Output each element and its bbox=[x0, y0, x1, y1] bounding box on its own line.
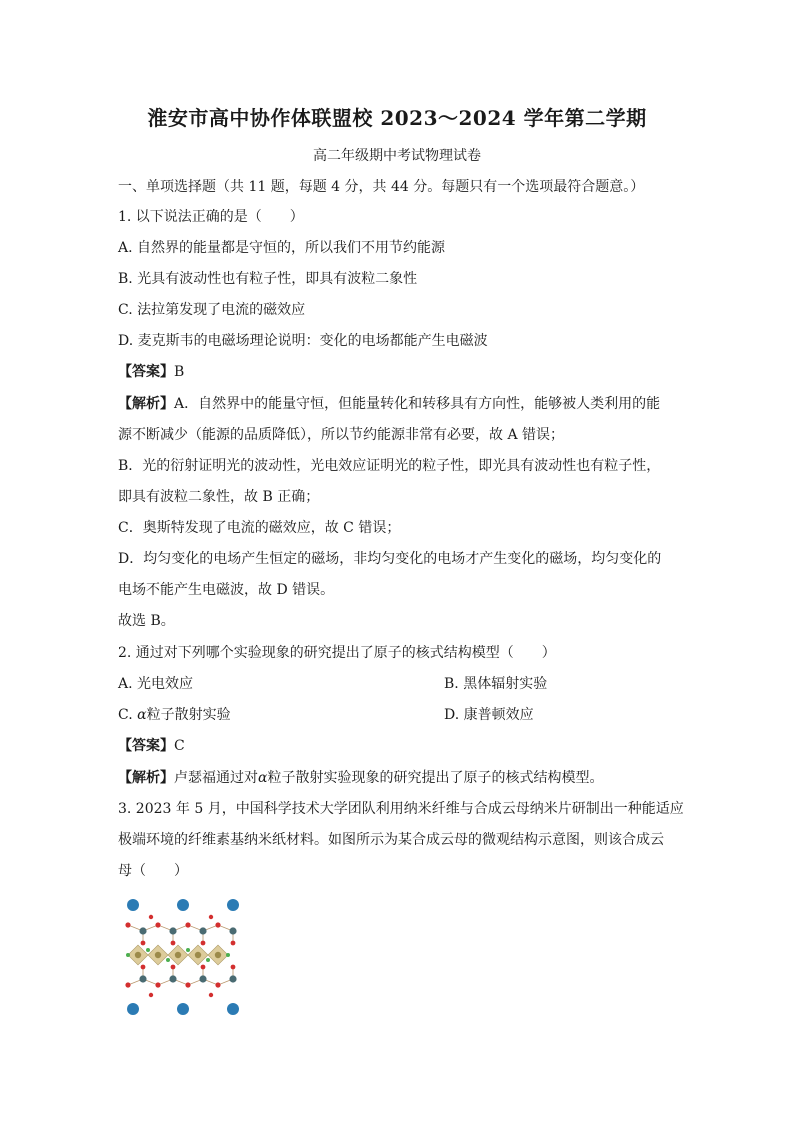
q3-stem-line-2: 极端环境的纤维素基纳米纸材料。如图所示为某合成云母的微观结构示意图，则该合成云 bbox=[118, 832, 664, 848]
q1-stem: 1. 以下说法正确的是（ ） bbox=[118, 209, 304, 225]
q2-option-c bbox=[118, 705, 231, 725]
q3-stem-line-1: 3. 2023 年 5 月，中国科学技术大学团队利用纳米纤维与合成云母纳米片研制出一种能适应 bbox=[118, 801, 684, 817]
option-c-text: 粒子散射实验 bbox=[146, 707, 231, 723]
q1-option-c: C. 法拉第发现了电流的磁效应 bbox=[118, 302, 306, 318]
mica-structure-figure bbox=[124, 895, 242, 1019]
alpha-symbol: α bbox=[137, 707, 147, 723]
q1-analysis-line-8: 故选 B。 bbox=[118, 613, 175, 629]
q2-answer bbox=[118, 736, 185, 756]
q1-analysis-line-5: C．奥斯特发现了电流的磁效应，故 C 错误； bbox=[118, 520, 401, 536]
page-subtitle: 高二年级期中考试物理试卷 bbox=[313, 148, 481, 164]
q1-analysis-line-7: 电场不能产生电磁波，故 D 错误。 bbox=[118, 582, 335, 598]
analysis-text: A．自然界中的能量守恒，但能量转化和转移具有方向性，能够被人类利用的能 bbox=[174, 396, 661, 412]
q1-option-d: D. 麦克斯韦的电磁场理论说明：变化的电场都能产生电磁波 bbox=[118, 333, 488, 349]
q2-option-b: B. 黑体辐射实验 bbox=[444, 676, 548, 692]
answer-value: C bbox=[174, 738, 185, 754]
q1-option-a: A. 自然界的能量都是守恒的，所以我们不用节约能源 bbox=[118, 240, 446, 256]
alpha-symbol: α bbox=[258, 770, 268, 786]
q2-analysis bbox=[118, 768, 603, 788]
analysis-label: 【解析】 bbox=[118, 396, 174, 412]
q1-answer bbox=[118, 362, 184, 382]
q1-analysis-line-4: 即具有波粒二象性，故 B 正确； bbox=[118, 489, 320, 505]
q1-analysis-line-1 bbox=[118, 394, 660, 414]
analysis-rest: 粒子散射实验现象的研究提出了原子的核式结构模型。 bbox=[267, 770, 604, 786]
q2-stem: 2. 通过对下列哪个实验现象的研究提出了原子的核式结构模型（ ） bbox=[118, 645, 556, 661]
q1-analysis-line-2: 源不断减少（能源的品质降低），所以节约能源非常有必要，故 A 错误； bbox=[118, 427, 565, 443]
q2-option-a: A. 光电效应 bbox=[118, 676, 194, 692]
q2-option-d: D. 康普顿效应 bbox=[444, 707, 534, 723]
page-title: 淮安市高中协作体联盟校 2023～2024 学年第二学期 bbox=[147, 106, 647, 130]
section-heading: 一、单项选择题（共 11 题，每题 4 分，共 44 分。每题只有一个选项最符合题意。） bbox=[118, 179, 645, 195]
analysis-label: 【解析】 bbox=[118, 770, 174, 786]
option-c-prefix: C. bbox=[118, 707, 138, 723]
analysis-prefix: 卢瑟福通过对 bbox=[174, 770, 258, 786]
q1-option-b: B. 光具有波动性也有粒子性，即具有波粒二象性 bbox=[118, 271, 418, 287]
q1-analysis-line-3: B．光的衍射证明光的波动性，光电效应证明光的粒子性，即光具有波动性也有粒子性， bbox=[118, 458, 661, 474]
q1-analysis-line-6: D．均匀变化的电场产生恒定的磁场，非均匀变化的电场才产生变化的磁场，均匀变化的 bbox=[118, 551, 662, 567]
answer-label: 【答案】 bbox=[118, 364, 174, 380]
answer-label: 【答案】 bbox=[118, 738, 174, 754]
q3-stem-line-3: 母（ ） bbox=[118, 863, 188, 879]
answer-value: B bbox=[174, 364, 185, 380]
